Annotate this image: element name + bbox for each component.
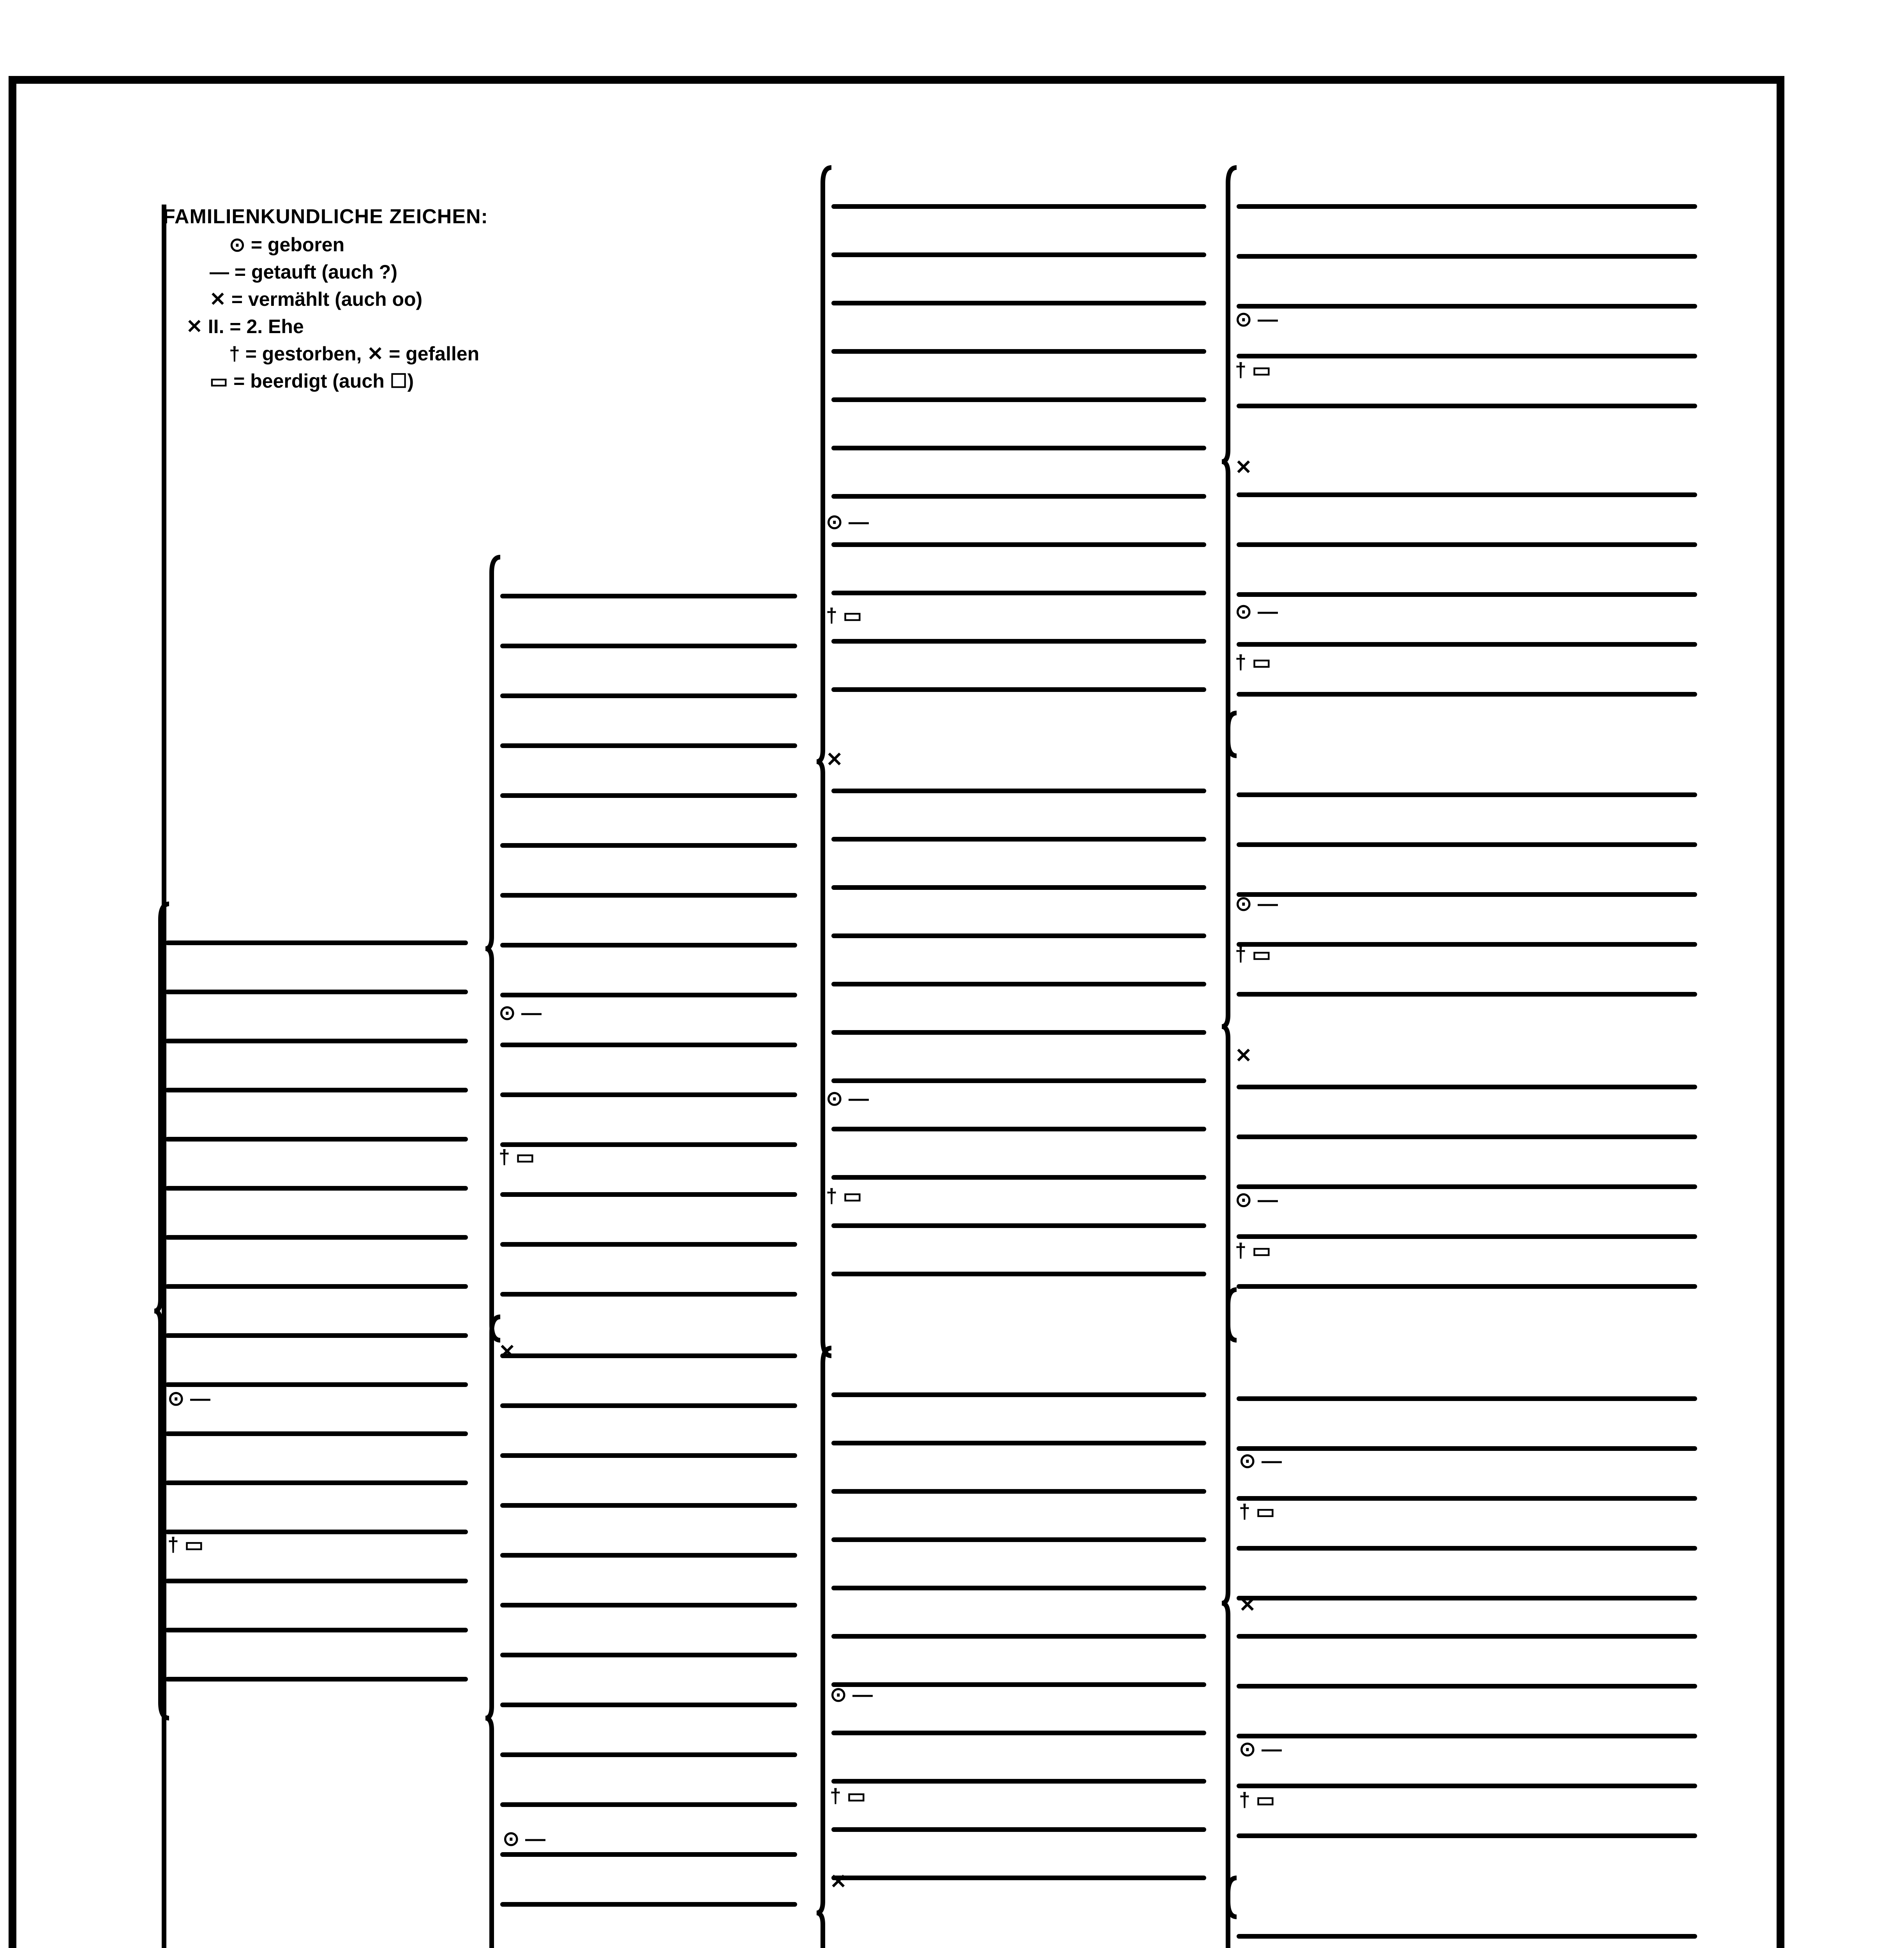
gen4f-born-mark: ⊙ —: [1239, 1738, 1282, 1761]
gen4-bracket-2: [1222, 713, 1237, 1340]
legend-heading: FAMILIENKUNDLICHE ZEICHEN:: [163, 205, 488, 228]
gen2-bracket-1: [485, 557, 500, 1340]
gen3c-died-mark: † ▭: [830, 1785, 866, 1807]
gen4b-born-mark: ⊙ —: [1235, 600, 1278, 623]
gen4-bracket-3: [1222, 1290, 1237, 1917]
gen2a-born-mark: ⊙ —: [499, 1002, 542, 1024]
gen3a-born-mark: ⊙ —: [826, 511, 869, 533]
legend-item-died: † = gestorben, ✕ = gefallen: [229, 342, 480, 365]
gen4f-died-mark: † ▭: [1239, 1789, 1275, 1811]
born-icon: ⊙: [229, 233, 245, 256]
cross-icon: †: [229, 342, 240, 365]
legend-item-buried: ▭ = beerdigt (auch ☐): [210, 370, 414, 392]
gen4e-died-mark: † ▭: [1239, 1500, 1275, 1523]
second-marriage-icon: ✕ II.: [186, 315, 224, 337]
legend-item-second-marriage: ✕ II. = 2. Ehe: [186, 315, 304, 337]
gen4cd-married-mark: ✕: [1235, 1045, 1252, 1067]
gen4-bracket-4: [1222, 1878, 1237, 1948]
gen2-bracket-2: [485, 1317, 500, 1948]
married-icon: ✕: [210, 288, 226, 310]
legend-item-married: ✕ = vermählt (auch oo): [210, 288, 423, 310]
gen4c-born-mark: ⊙ —: [1235, 893, 1278, 915]
gen2b-born-mark: ⊙ —: [503, 1828, 546, 1850]
gen3b-died-mark: † ▭: [826, 1185, 862, 1207]
gen1-died-mark: † ▭: [168, 1533, 204, 1556]
gen3c-born-mark: ⊙ —: [830, 1683, 873, 1706]
gen1-bracket-1: [154, 904, 169, 1718]
coffin-icon: ▭: [210, 370, 228, 392]
gen4e-born-mark: ⊙ —: [1239, 1450, 1282, 1472]
gen4d-born-mark: ⊙ —: [1235, 1189, 1278, 1211]
legend-item-born: ⊙ = geboren: [229, 233, 345, 256]
gen3b-born-mark: ⊙ —: [826, 1087, 869, 1110]
legend-item-baptized: — = getauft (auch ?): [210, 261, 397, 283]
gen3-bracket-2: [817, 1348, 831, 1948]
gen4ab-married-mark: ✕: [1235, 456, 1252, 479]
gen4a-born-mark: ⊙ —: [1235, 308, 1278, 331]
gen3ab-married-mark: ✕: [826, 748, 843, 771]
gen3cd-married-mark: ✕: [830, 1870, 847, 1893]
gen4c-died-mark: † ▭: [1235, 943, 1271, 966]
gen2-married-mark: ✕: [499, 1341, 516, 1363]
gen3a-died-mark: † ▭: [826, 604, 862, 627]
gen4a-died-mark: † ▭: [1235, 359, 1271, 381]
gen2a-died-mark: † ▭: [499, 1146, 535, 1168]
gen4-bracket-1: [1222, 168, 1237, 756]
baptized-icon: —: [210, 261, 229, 283]
gen4ef-married-mark: ✕: [1239, 1594, 1256, 1616]
gen1-born-mark: ⊙ —: [168, 1387, 211, 1410]
gen4d-died-mark: † ▭: [1235, 1239, 1271, 1262]
gen4b-died-mark: † ▭: [1235, 651, 1271, 674]
